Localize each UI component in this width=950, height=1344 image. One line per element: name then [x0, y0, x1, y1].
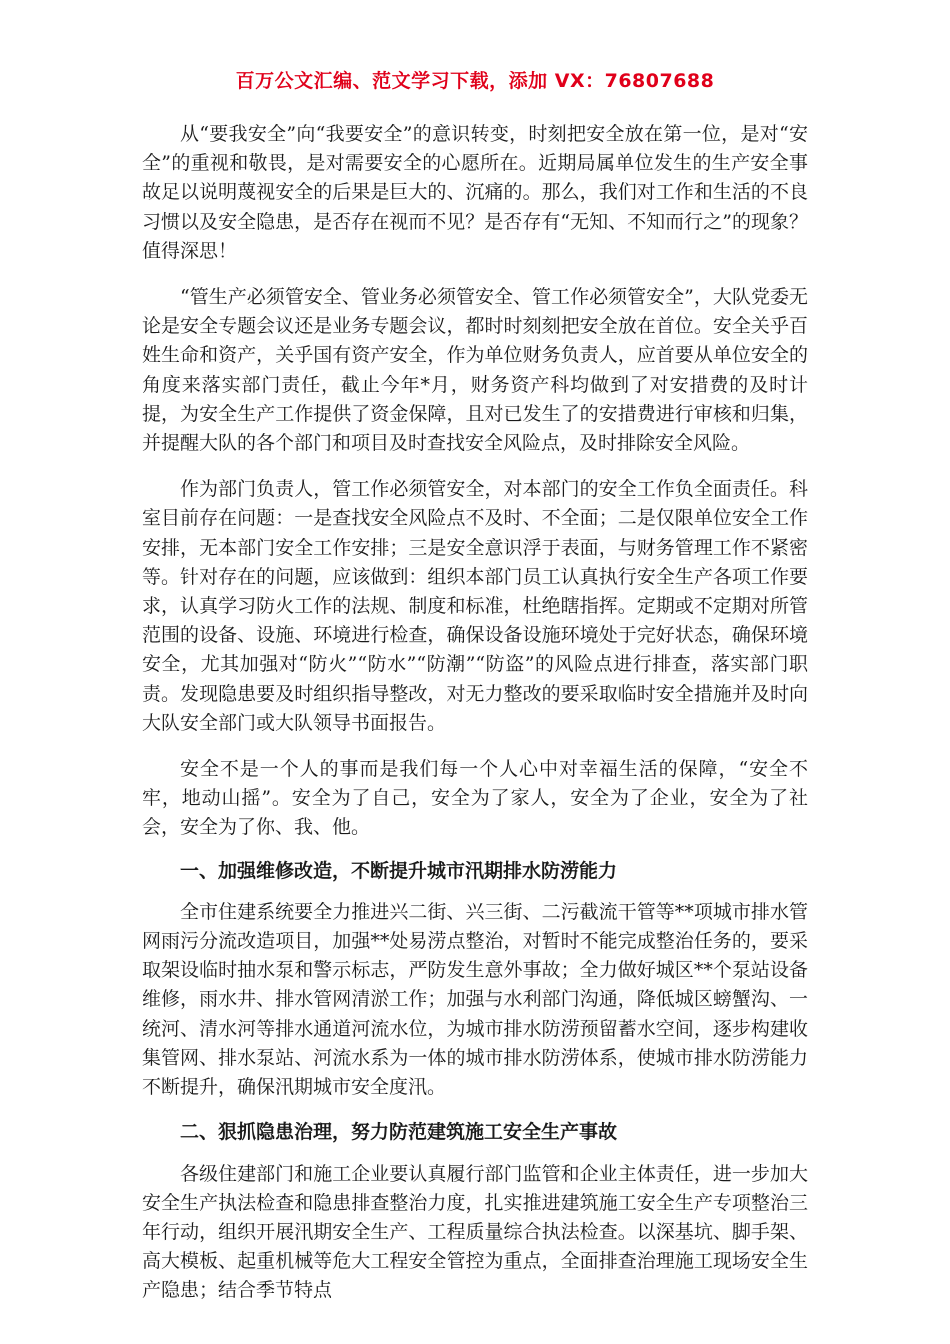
paragraph-3: 作为部门负责人，管工作必须管安全，对本部门的安全工作负全面责任。科室目前存在问题：一是查找安全风险点不及时、不全面；二是仅限单位安全工作安排，无本部门安全工作安排；三是安全意识浮于表面，与财务管理工作不紧密等。针对存在的问题，应该做到：组织本部门员工认真执行安全生产各项工作要求，认真学习防火工作的法规、制度和标准，杜绝瞎指挥。定期或不定期对所管范围的设备、设施、环境进行检查，确保设备设施环境处于完好状态，确保环境安全，尤其加强对“防火”“防水”“防潮”“防盗”的风险点进行排查，落实部门职责。发现隐患要及时组织指导整改，对无力整改的要采取临时安全措施并及时向大队安全部门或大队领导书面报告。	[142, 478, 808, 734]
paragraph-1: 从“要我安全”向“我要安全”的意识转变，时刻把安全放在第一位，是对“安全”的重视和敬畏，是对需要安全的心愿所在。近期局属单位发生的生产安全事故足以说明蔑视安全的后果是巨大的、沉痛的。那么，我们对工作和生活的不良习惯以及安全隐患，是否存在视而不见？是否存有“无知、不知而行之”的现象？值得深思！	[142, 123, 808, 262]
header-banner: 百万公文汇编、范文学习下载，添加 VX：76807688	[235, 70, 715, 92]
section-heading-2: 二、狠抓隐患治理，努力防范建筑施工安全生产事故	[180, 1121, 618, 1144]
paragraph-4: 安全不是一个人的事而是我们每一个人心中对幸福生活的保障，“安全不牢，地动山摇”。安全为了自己，安全为了家人，安全为了企业，安全为了社会，安全为了你、我、他。	[142, 758, 808, 839]
paragraph-5: 全市住建系统要全力推进兴二街、兴三街、二污截流干管等**项城市排水管网雨污分流改造项目，加强**处易涝点整治，对暂时不能完成整治任务的，要采取架设临时抽水泵和警示标志，严防发生意外事故；全力做好城区**个泵站设备维修，雨水井、排水管网清淤工作；加强与水利部门沟通，降低城区螃蟹沟、一统河、清水河等排水通道河流水位，为城市排水防涝预留蓄水空间，逐步构建收集管网、排水泵站、河流水系为一体的城市排水防涝体系，使城市排水防涝能力不断提升，确保汛期城市安全度汛。	[142, 900, 808, 1099]
paragraph-6: 各级住建部门和施工企业要认真履行部门监管和企业主体责任，进一步加大安全生产执法检查和隐患排查整治力度，扎实推进建筑施工安全生产专项整治三年行动，组织开展汛期安全生产、工程质量综合执法检查。以深基坑、脚手架、高大模板、起重机械等危大工程安全管控为重点，全面排查治理施工现场安全生产隐患；结合季节特点	[142, 1162, 808, 1302]
section-heading-1: 一、加强维修改造，不断提升城市汛期排水防涝能力	[180, 859, 618, 882]
paragraph-2: “管生产必须管安全、管业务必须管安全、管工作必须管安全”，大队党委无论是安全专题会议还是业务专题会议，都时时刻刻把安全放在首位。安全关乎百姓生命和资产，关乎国有资产安全，作为单位财务负责人，应首要从单位安全的角度来落实部门责任，截止今年*月，财务资产科均做到了对安措费的及时计提，为安全生产工作提供了资金保障，且对已发生了的安措费进行审核和归集，并提醒大队的各个部门和项目及时查找安全风险点，及时排除安全风险。	[142, 286, 808, 455]
document-body	[142, 120, 808, 1306]
